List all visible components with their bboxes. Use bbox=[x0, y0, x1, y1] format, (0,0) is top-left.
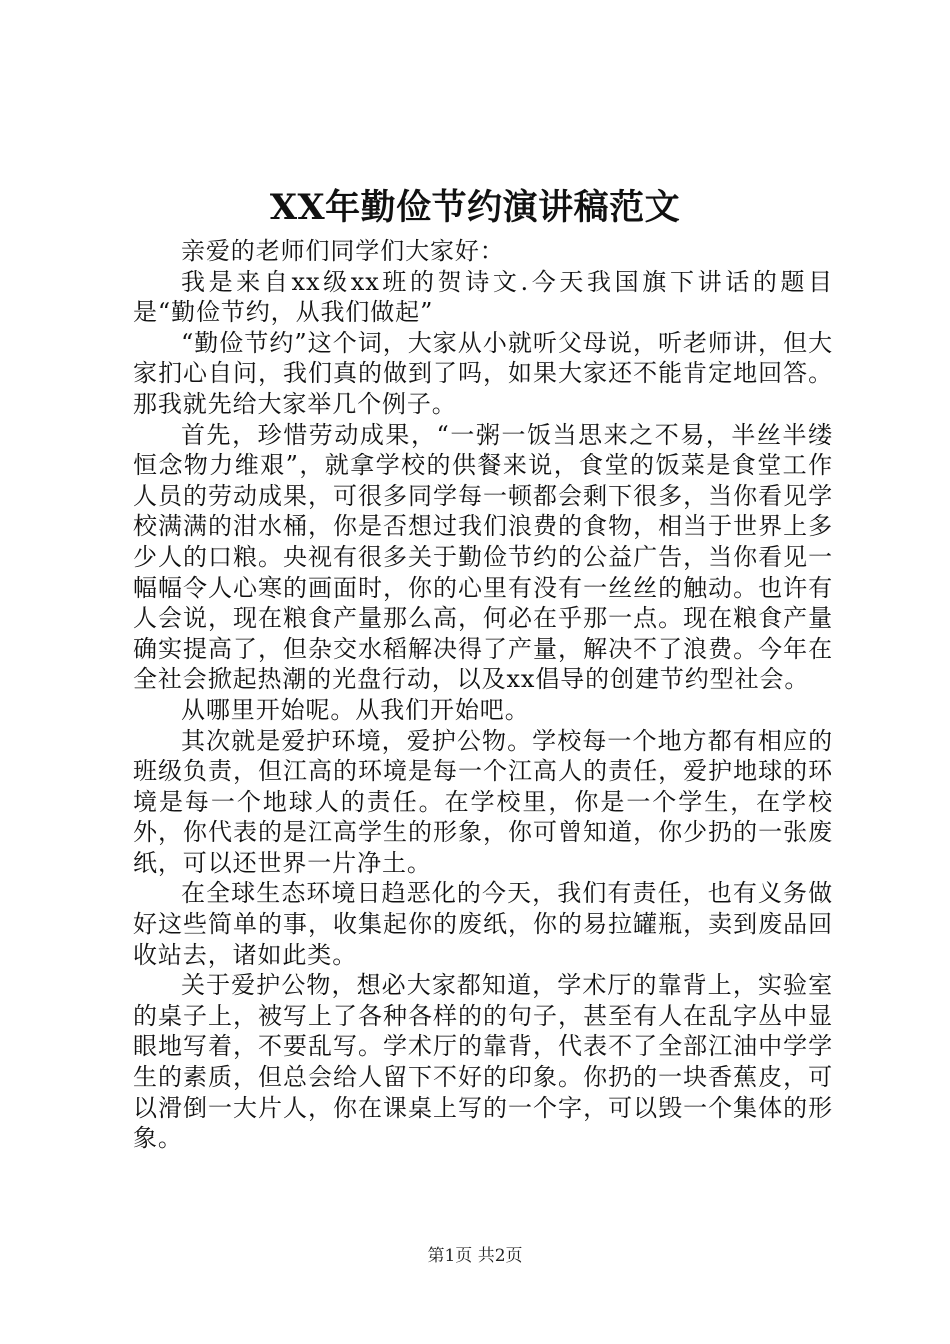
paragraph-protect-environment: 其次就是爱护环境，爱护公物。学校每一个地方都有相应的班级负责，但江高的环境是每一个江高人的责任，爱护地球的环境是每一个地球人的责任。在学校里，你是一个学生，在学校外，你代表的是江高学生的形象，你可曾知道，你少扔的一张废纸，可以还世界一片净土。 bbox=[133, 726, 833, 877]
paragraph-intro: 我是来自xx级xx班的贺诗文.今天我国旗下讲话的题目是“勤俭节约，从我们做起” bbox=[133, 267, 833, 327]
paragraph-start-from-us: 从哪里开始呢。从我们开始吧。 bbox=[181, 695, 530, 724]
document-body bbox=[133, 236, 833, 1154]
page-number-footer: 第1页 共2页 bbox=[427, 1246, 523, 1266]
paragraph-greeting: 亲爱的老师们同学们大家好： bbox=[181, 237, 505, 265]
paragraph-public-property: 关于爱护公物，想必大家都知道，学术厅的靠背上，实验室的桌子上，被写上了各种各样的的句子，甚至有人在乱字丛中显眼地写着，不要乱写。学术厅的靠背，代表不了全部江油中学学生的素质，但总会给人留下不好的印象。你扔的一块香蕉皮，可以滑倒一大片人，你在课桌上写的一个字，可以毁一个集体的形象。 bbox=[133, 971, 833, 1153]
document-title: XX年勤俭节约演讲稿范文 bbox=[269, 187, 681, 228]
paragraph-thrift-question: “勤俭节约”这个词，大家从小就听父母说，听老师讲，但大家扪心自问，我们真的做到了吗，如果大家还不能肯定地回答。那我就先给大家举几个例子。 bbox=[133, 328, 833, 418]
paragraph-cherish-labor: 首先，珍惜劳动成果，“一粥一饭当思来之不易，半丝半缕恒念物力维艰”，就拿学校的供餐来说，食堂的饭菜是食堂工作人员的劳动成果，可很多同学每一顿都会剩下很多，当你看见学校满满的泔水桶，你是否想过我们浪费的食物，相当于世界上多少人的口粮。央视有很多关于勤俭节约的公益广告，当你看见一幅幅令人心寒的画面时，你的心里有没有一丝丝的触动。也许有人会说，现在粮食产量那么高，何必在乎那一点。现在粮食产量确实提高了，但杂交水稻解决得了产量，解决不了浪费。今年在全社会掀起热潮的光盘行动，以及xx倡导的创建节约型社会。 bbox=[133, 420, 833, 694]
paragraph-global-ecology: 在全球生态环境日趋恶化的今天，我们有责任，也有义务做好这些简单的事，收集起你的废纸，你的易拉罐瓶，卖到废品回收站去，诸如此类。 bbox=[133, 879, 833, 969]
